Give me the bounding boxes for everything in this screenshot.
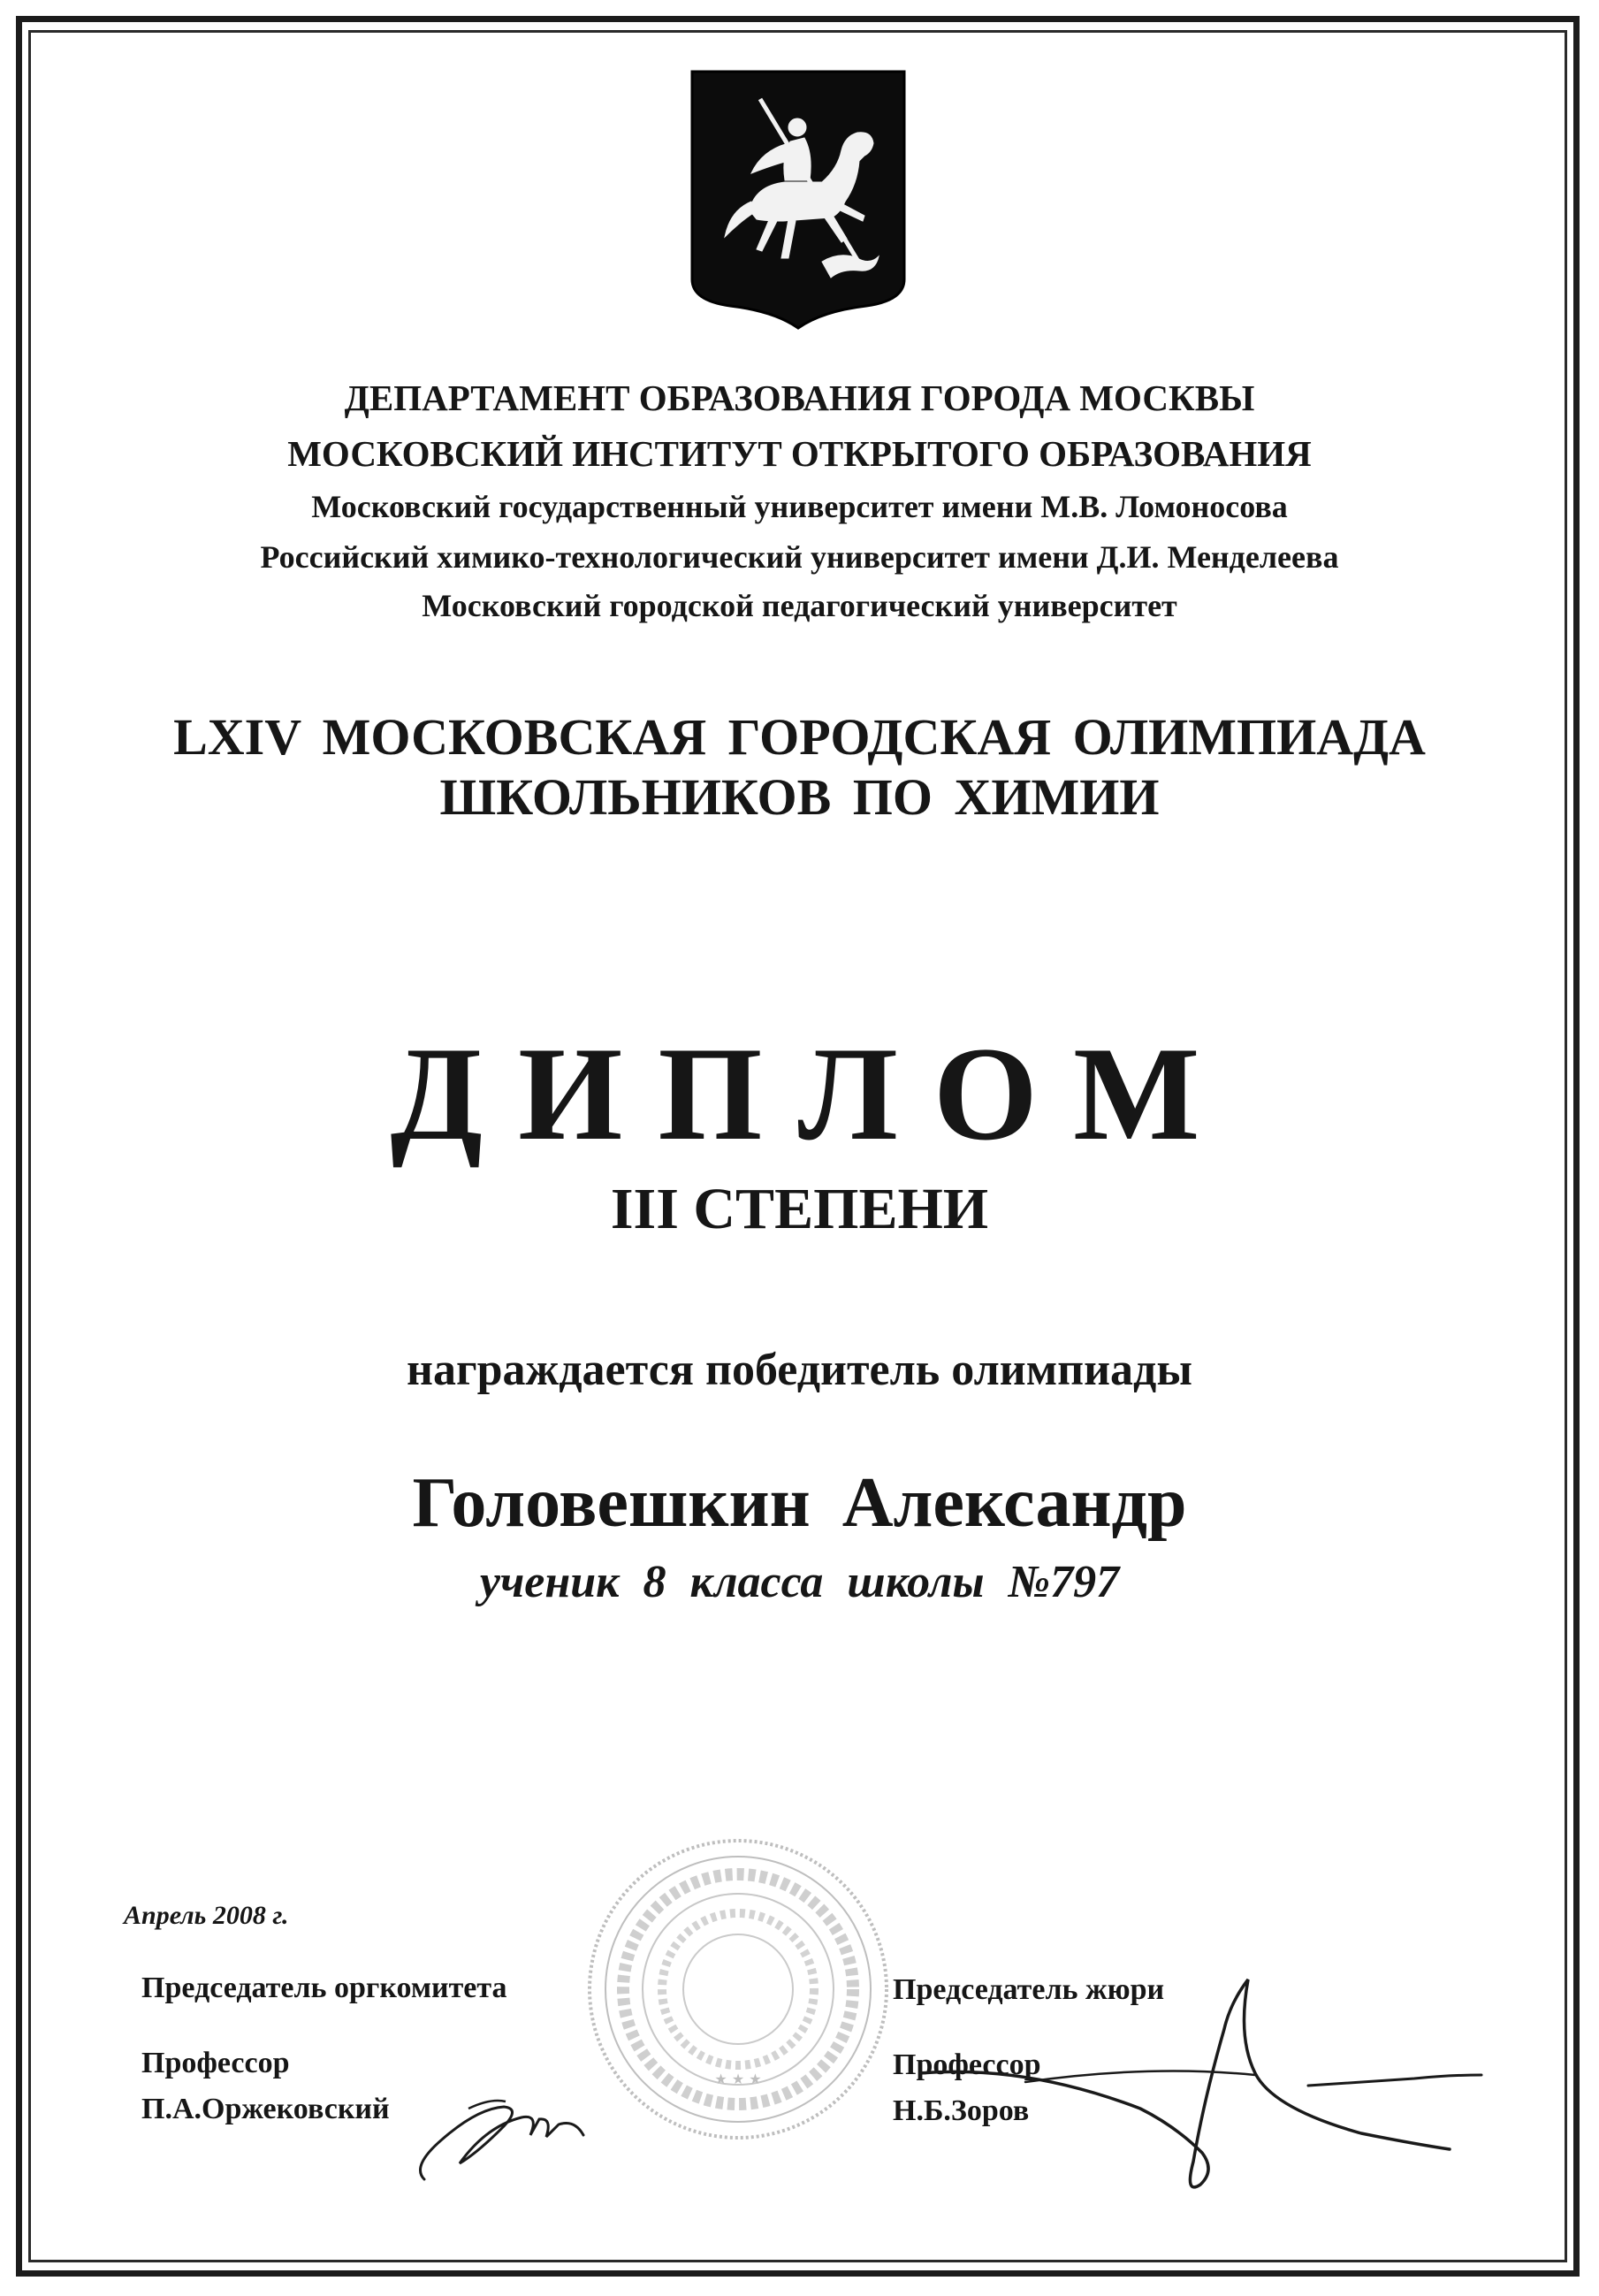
org-line-3: Московский государственный университет имени М.В. Ломоносова: [311, 489, 1288, 524]
event-title-line-2: ШКОЛЬНИКОВ ПО ХИМИИ: [439, 768, 1160, 826]
right-chair-title: Профессор: [893, 2048, 1041, 2081]
diploma-degree: III СТЕПЕНИ: [610, 1177, 989, 1241]
recipient-details: ученик 8 класса школы №797: [479, 1557, 1120, 1607]
svg-text:★ ★ ★: ★ ★ ★: [714, 2071, 762, 2087]
org-line-5: Московский городской педагогический университет: [422, 588, 1177, 623]
org-line-1: ДЕПАРТАМЕНТ ОБРАЗОВАНИЯ ГОРОДА МОСКВЫ: [344, 378, 1255, 418]
moscow-coat-of-arms-emblem: [689, 69, 907, 331]
left-chair-role: Председатель оргкомитета: [141, 1972, 507, 2004]
right-chair-name: Н.Б.Зоров: [893, 2094, 1030, 2127]
left-chair-title: Профессор: [141, 2047, 290, 2079]
award-text: награждается победитель олимпиады: [407, 1345, 1192, 1395]
org-line-2: МОСКОВСКИЙ ИНСТИТУТ ОТКРЫТОГО ОБРАЗОВАНИЯ: [287, 433, 1312, 474]
recipient-name: Головешкин Александр: [412, 1464, 1187, 1542]
left-chair-name: П.А.Оржековский: [141, 2093, 390, 2125]
left-signature-icon: [407, 2056, 592, 2188]
right-signature-icon: [919, 1976, 1485, 2206]
round-seal-stamp: [583, 1835, 893, 2144]
event-title-line-1: LXIV МОСКОВСКАЯ ГОРОДСКАЯ ОЛИМПИАДА: [173, 708, 1426, 766]
diploma-title: ДИПЛОМ: [390, 1019, 1236, 1168]
right-chair-role: Председатель жюри: [893, 1973, 1165, 2006]
issue-date: Апрель 2008 г.: [124, 1901, 289, 1930]
org-line-4: Российский химико-технологический университет имени Д.И. Менделеева: [260, 539, 1339, 575]
